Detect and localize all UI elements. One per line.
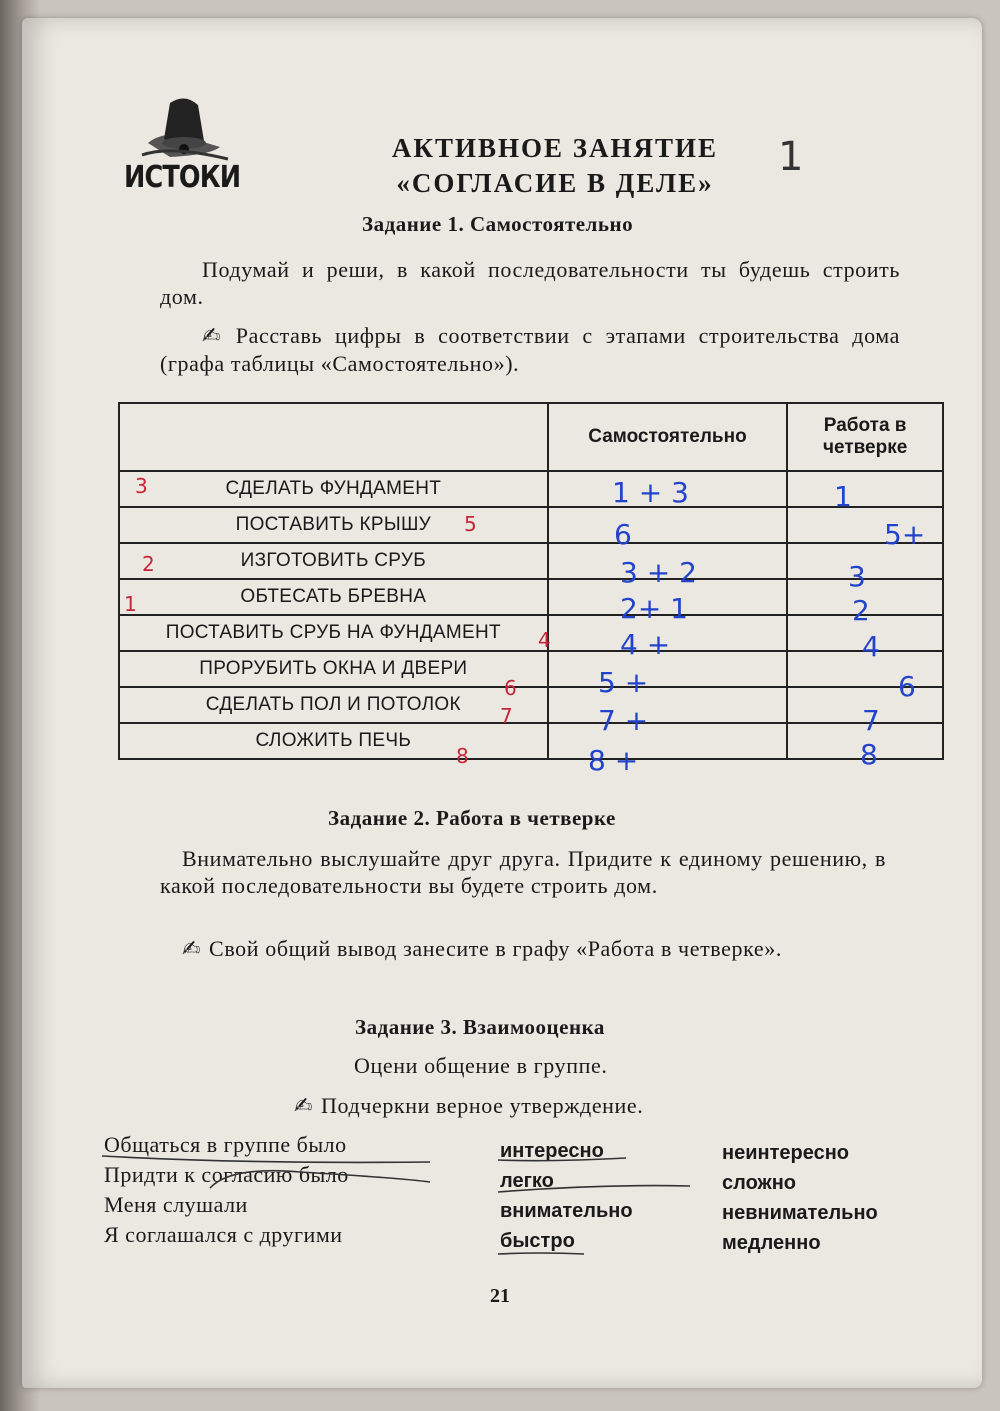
task2-para2 [160,935,886,963]
table-header-self: Самостоятельно [548,403,788,471]
table-row [119,471,943,507]
margin-number: 7 [500,704,513,728]
bell-icon [140,85,230,165]
handwritten-group-6: 6 [898,670,916,703]
handwritten-group-7: 7 [862,704,880,737]
self-cell[interactable] [548,687,788,723]
task1-heading: Задание 1. Самостоятельно [362,212,634,236]
task1-para2 [160,322,900,377]
stage-cell: ПРОРУБИТЬ ОКНА И ДВЕРИ [119,651,548,687]
stage-cell: ПОСТАВИТЬ СРУБ НА ФУНДАМЕНТ [119,615,548,651]
task2-para1: Внимательно выслушайте друг друга. Придите к единому решению, в какой последовательности вы будете строить дом. [160,846,886,898]
pencil-icon: ✍ [294,1094,314,1119]
table-row [119,507,943,543]
option-b-4[interactable]: медленно [722,1232,821,1254]
margin-number: 4 [538,628,551,652]
title-line-1: АКТИВНОЕ ЗАНЯТИЕ [391,133,719,163]
option-a-4[interactable]: быстро [500,1230,575,1252]
option-a-3[interactable]: внимательно [500,1200,633,1222]
table-header-group: Работа в четверке [787,403,943,471]
margin-number: 5 [464,512,477,536]
task3-heading: Задание 3. Взаимооценка [355,1015,605,1039]
table-row [119,723,943,759]
handwritten-self-6: 5 + [598,666,649,699]
stage-cell: ПОСТАВИТЬ КРЫШУ [119,507,548,543]
handwritten-self-5: 4 + [620,628,671,661]
option-a-1[interactable]: интересно [500,1140,604,1162]
title-line-2: «СОГЛАСИЕ В ДЕЛЕ» [396,168,714,198]
handwritten-self-1: 1 + 3 [612,476,689,509]
handwritten-self-3: 3 + 2 [620,556,697,589]
table-row [119,651,943,687]
handwritten-group-8: 8 [860,738,878,771]
self-cell[interactable] [548,507,788,543]
margin-number: 3 [135,474,148,498]
handwritten-self-4: 2+ 1 [620,592,688,625]
stages-table [118,402,944,760]
handwritten-group-4: 2 [852,594,870,627]
handwritten-group-2: 5+ [884,518,926,551]
handwritten-group-3: 3 [848,560,866,593]
handwritten-self-7: 7 + [598,704,649,737]
task3-line2-text: Подчеркни верное утверждение. [321,1093,644,1118]
stage-cell: ИЗГОТОВИТЬ СРУБ [119,543,548,579]
stage-cell: ОБТЕСАТЬ БРЕВНА [119,579,548,615]
handwritten-group-5: 4 [862,630,880,663]
task3-line1: Оцени общение в группе. [354,1053,608,1078]
table-row [119,615,943,651]
task2-para2-text: Свой общий вывод занесите в графу «Работа в четверке». [209,936,782,961]
table-row [119,687,943,723]
logo-text: ИСТОКИ [124,160,241,195]
option-a-2[interactable]: легко [500,1170,554,1192]
pencil-icon: ✍ [202,324,228,349]
option-b-2[interactable]: сложно [722,1172,796,1194]
table-row [119,543,943,579]
stage-cell: СДЕЛАТЬ ФУНДАМЕНТ [119,471,548,507]
table-header-row [119,403,943,471]
pencil-icon: ✍ [182,937,202,962]
margin-number: 6 [504,676,517,700]
corner-mark: 1 [778,134,804,180]
stage-cell: СЛОЖИТЬ ПЕЧЬ [119,723,548,759]
page-number: 21 [490,1285,510,1307]
task1-para2-text: Расставь цифры в соответствии с этапами строительства дома (графа таблицы «Самостоятельно»). [160,323,900,376]
handwritten-self-8: 8 + [588,744,639,777]
task3-line2 [294,1092,774,1120]
option-b-3[interactable]: невнимательно [722,1202,878,1224]
task1-para1: Подумай и реши, в какой последовательности ты будешь строить дом. [160,257,900,309]
group-cell[interactable] [787,471,943,507]
option-b-1[interactable]: неинтересно [722,1142,849,1164]
handwritten-underlines [100,1150,700,1260]
table-header-stage [119,403,548,471]
statement-3: Меня слушали [104,1192,248,1217]
statement-2: Придти к согласию было [104,1162,349,1187]
handwritten-self-2: 6 [614,518,632,551]
self-cell[interactable] [548,723,788,759]
margin-number: 8 [456,744,469,768]
statement-4: Я соглашался с другими [104,1222,343,1247]
statement-1: Общаться в группе было [104,1132,347,1157]
table-row [119,579,943,615]
margin-number: 2 [142,552,155,576]
handwritten-group-1: 1 [834,480,852,513]
task2-heading: Задание 2. Работа в четверке [328,806,616,830]
stage-cell: СДЕЛАТЬ ПОЛ И ПОТОЛОК [119,687,548,723]
margin-number: 1 [124,592,137,616]
